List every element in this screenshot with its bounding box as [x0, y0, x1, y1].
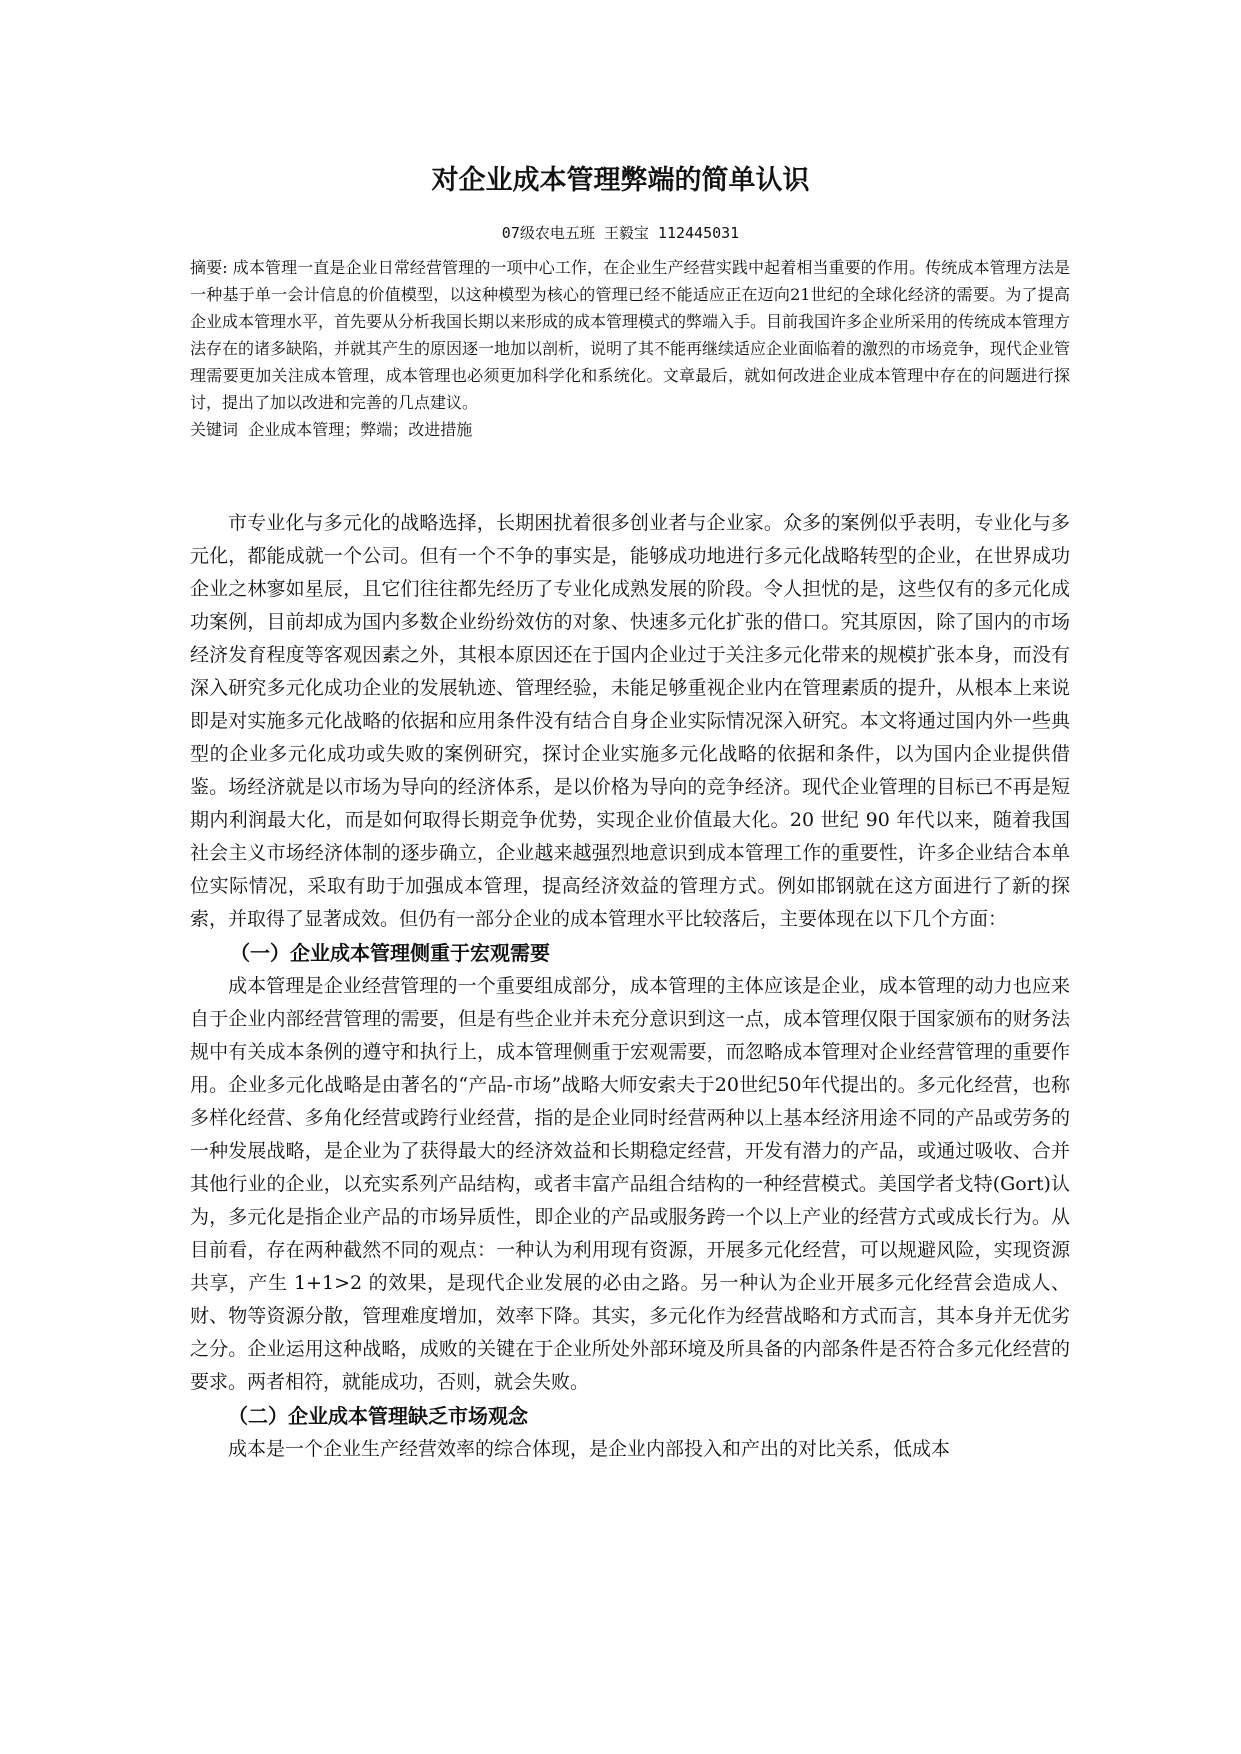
keywords-text: 企业成本管理；弊端；改进措施	[248, 420, 473, 439]
abstract-section	[190, 254, 1070, 443]
body-paragraph-1: 市专业化与多元化的战略选择，长期困扰着很多创业者与企业家。众多的案例似乎表明，专业化与多元化，都能成就一个公司。但有一个不争的事实是，能够成功地进行多元化战略转型的企业，在世界成功企业之林寥如星辰，且它们往往都先经历了专业化成熟发展的阶段。令人担忧的是，这些仅有的多元化成功案例，目前却成为国内多数企业纷纷效仿的对象、快速多元化扩张的借口。究其原因，除了国内的市场经济发育程度等客观因素之外，其根本原因还在于国内企业过于关注多元化带来的规模扩张本身，而没有深入研究多元化成功企业的发展轨迹、管理经验，未能足够重视企业内在管理素质的提升，从根本上来说即是对实施多元化战略的依据和应用条件没有结合自身企业实际情况深入研究。本文将通过国内外一些典型的企业多元化成功或失败的案例研究，探讨企业实施多元化战略的依据和条件，以为国内企业提供借鉴。场经济就是以市场为导向的经济体系，是以价格为导向的竞争经济。现代企业管理的目标已不再是短期内利润最大化，而是如何取得长期竞争优势，实现企业价值最大化。20 世纪 90 年代以来，随着我国社会主义市场经济体制的逐步确立，企业越来越强烈地意识到成本管理工作的重要性，许多企业结合本单位实际情况，采取有助于加强成本管理，提高经济效益的管理方式。例如邯钢就在这方面进行了新的探索，并取得了显著成效。但仍有一部分企业的成本管理水平比较落后，主要体现在以下几个方面：	[190, 512, 1070, 930]
abstract-label: 摘要:	[190, 258, 228, 277]
body-section	[190, 507, 1070, 1466]
keywords-label: 关键词	[190, 420, 239, 439]
body-paragraph-2: 成本管理是企业经营管理的一个重要组成部分，成本管理的主体应该是企业，成本管理的动力也应来自于企业内部经营管理的需要，但是有些企业并未充分意识到这一点，成本管理仅限于国家颁布的财务法规中有关成本条例的遵守和执行上，成本管理侧重于宏观需要，而忽略成本管理对企业经营管理的重要作用。企业多元化战略是由著名的“产品-市场”战略大师安索夫于20世纪50年代提出的。多元化经营，也称多样化经营、多角化经营或跨行业经营，指的是企业同时经营两种以上基本经济用途不同的产品或劳务的一种发展战略，是企业为了获得最大的经济效益和长期稳定经营，开发有潜力的产品，或通过吸收、合并其他行业的企业，以充实系列产品结构，或者丰富产品组合结构的一种经营模式。美国学者戈特(Gort)认为，多元化是指企业产品的市场异质性，即企业的产品或服务跨一个以上产业的经营方式或成长行为。从目前看，存在两种截然不同的观点：一种认为利用现有资源，开展多元化经营，可以规避风险，实现资源共享，产生 1+1>2 的效果，是现代企业发展的必由之路。另一种认为企业开展多元化经营会造成人、财、物等资源分散，管理难度增加，效率下降。其实，多元化作为经营战略和方式而言，其本身并无优劣之分。企业运用这种战略，成败的关键在于企业所处外部环境及所具备的内部条件是否符合多元化经营的要求。两者相符，就能成功，否则，就会失败。	[190, 975, 1070, 1393]
abstract-paragraph	[190, 254, 1070, 416]
author-line: 07级农电五班 王毅宝 112445031	[501, 224, 740, 242]
keywords-line	[190, 416, 1070, 443]
section-heading-2: （二）企业成本管理缺乏市场观念	[228, 1404, 528, 1428]
section-heading-1: （一）企业成本管理侧重于宏观需要	[230, 941, 550, 965]
body-paragraph-3: 成本是一个企业生产经营效率的综合体现，是企业内部投入和产出的对比关系，低成本	[228, 1438, 951, 1460]
document-title: 对企业成本管理弊端的简单认识	[431, 165, 810, 196]
abstract-text: 成本管理一直是企业日常经营管理的一项中心工作，在企业生产经营实践中起着相当重要的作用。传统成本管理方法是一种基于单一会计信息的价值模型，以这种模型为核心的管理已经不能适应正在迈向21世纪的全球化经济的需要。为了提高企业成本管理水平，首先要从分析我国长期以来形成的成本管理模式的弊端入手。目前我国许多企业所采用的传统成本管理方法存在的诸多缺陷，并就其产生的原因逐一地加以剖析，说明了其不能再继续适应企业面临着的激烈的市场竞争，现代企业管理需要更加关注成本管理，成本管理也必须更加科学化和系统化。文章最后，就如何改进企业成本管理中存在的问题进行探讨，提出了加以改进和完善的几点建议。	[190, 258, 1071, 412]
